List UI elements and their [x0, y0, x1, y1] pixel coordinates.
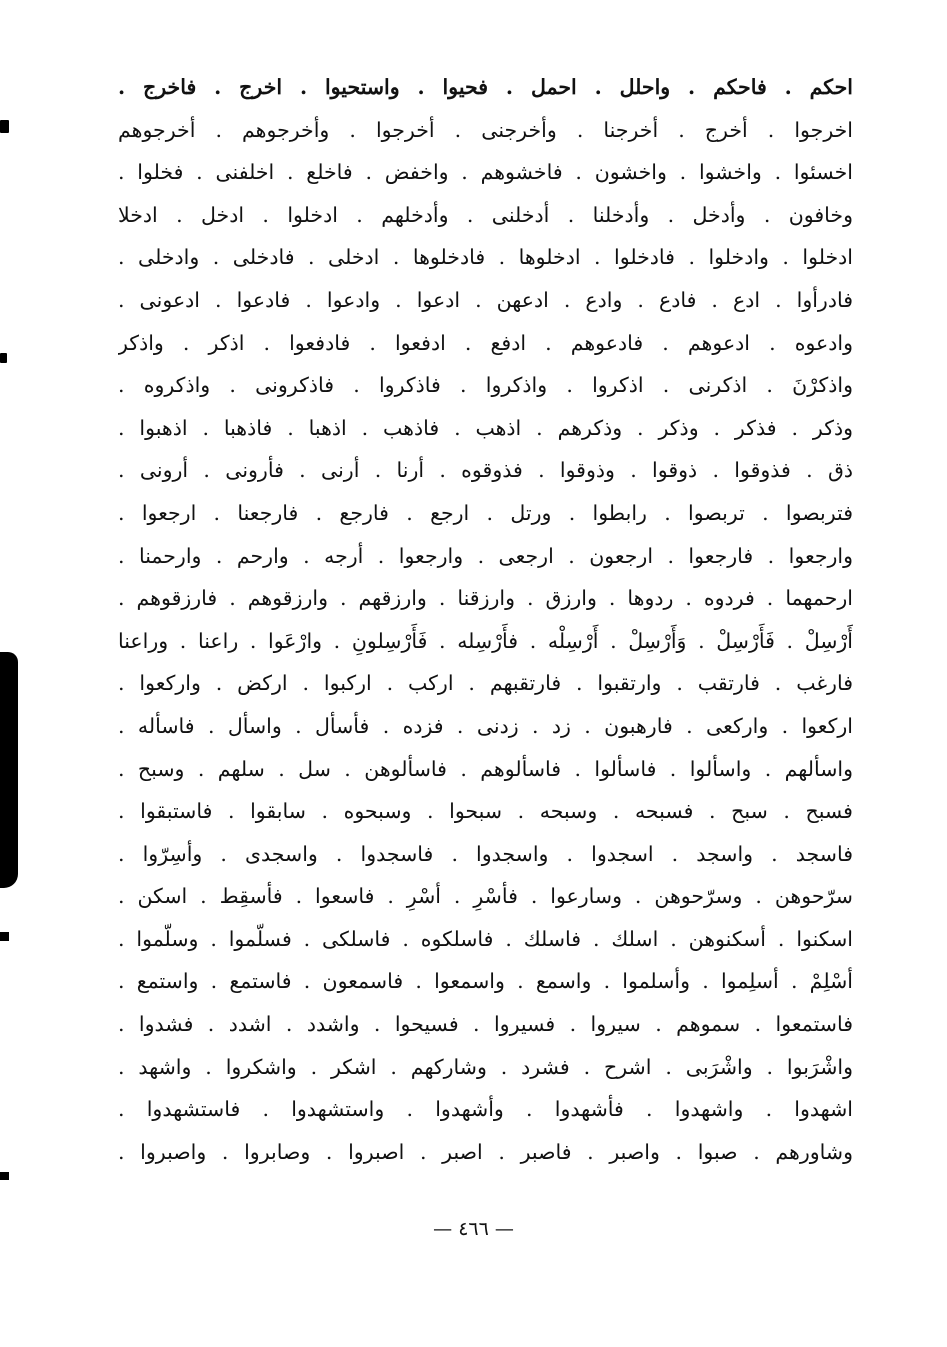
page-number: — ٤٦٦ —: [433, 1218, 514, 1240]
text-line: وشاورهم . صبوا . واصبر . فاصبر . اصبر . اصبروا . وصابروا . واصبروا .: [118, 1139, 853, 1164]
text-line: واسألهم . واسألوا . فاسألوا . فاسألوهم . فاسألوهن . سل . سلهم . وسبح .: [118, 756, 853, 781]
text-line: فاستمعوا . سموهم . سيروا . فسيروا . فسيحوا . واشدد . اشدد . فشدوا .: [118, 1012, 853, 1037]
binding-mark: [0, 1172, 9, 1180]
binding-shadow: [0, 652, 18, 888]
text-line: احكم . فاحكم . واحلل . احمل . فحيوا . واستحيوا . اخرج . فاخرج .: [118, 75, 853, 99]
text-line: ادخلوا . وادخلوا . فادخلوا . ادخلوها . فادخلوها . ادخلى . فادخلى . وادخلى .: [118, 245, 853, 270]
text-line: اخرجوا . أخرج . أخرجنا . وأخرجنى . أخرجوا . وأخرجوهم . أخرجوهم: [118, 117, 853, 142]
text-line: فسبح . سبح . فسبحه . وسبحه . سبحوا . وسبحوه . سابقوا . فاستبقوا .: [118, 799, 853, 824]
binding-mark: [0, 353, 7, 363]
text-line: واشْرَبوا . واشْرَبى . اشرح . فشرد . وشاركهم . اشكر . واشكروا . واشهد .: [118, 1054, 853, 1079]
text-line: اسكنوا . أسكنوهن . اسلك . فاسلك . فاسلكوه . فاسلكى . فسلّموا . وسلّموا .: [118, 926, 853, 951]
text-line: اخسئوا . واخشوا . واخشون . فاخشوهم . واخفض . فاخلع . اخلفنى . فخلوا .: [118, 160, 853, 185]
text-line: وذكر . فذكر . وذكر . وذكرهم . اذهب . فاذهب . اذهبا . فاذهبا . اذهبوا .: [118, 415, 853, 440]
text-line: واذكرْنَ . اذكرنى . اذكروا . واذكروا . فاذكروا . فاذكرونى . واذكروه .: [118, 373, 853, 398]
text-line: ارحمهما . فردوه . ردوها . وارزق . وارزقنا . وارزقهم . وارزقوهم . فارزقوهم .: [118, 586, 853, 611]
word-list-body: [118, 66, 853, 1173]
binding-mark: [0, 932, 9, 941]
text-line: أَرْسِلْ . فَأَرْسِلْ . وَأَرْسِلْ . أَرْسِلْه . فأَرْسِله . فَأَرْسِلونِ . وارْعَوا . راعنا . وراعنا: [118, 628, 853, 653]
text-line: فاسجد . واسجد . اسجدوا . واسجدوا . فاسجدوا . واسجدى . وأسِرّوا .: [118, 841, 853, 866]
text-line: اركعوا . واركعى . فارهبون . زد . زدنى . فزده . فأسأل . واسأل . فاسأله .: [118, 713, 853, 738]
text-line: فادرأوا . ادع . فادع . وادع . ادعهن . ادعوا . وادعوا . فادعوا . ادعونى .: [118, 287, 853, 312]
text-line: فتربصوا . تربصوا . رابطوا . ورتل . ارجع . فارجع . فارجعنا . ارجعوا .: [118, 500, 853, 525]
text-line: أسْلِمْ . أسلِموا . وأسلموا . واسمع . واسمعوا . فاسمعون . فاستمع . واستمع .: [118, 969, 853, 994]
text-line: اشهدوا . واشهدوا . فأشهدوا . وأشهدوا . واستشهدوا . فاستشهدوا .: [118, 1097, 853, 1122]
text-line: سرّحوهن . وسرّحوهن . وسارعوا . فأسْرِ . أسْرِ . فاسعوا . فأسقِط . اسكن .: [118, 884, 853, 909]
binding-mark: [0, 120, 9, 133]
text-line: ذق . فذوقوا . ذوقوا . وذوقوا . فذوقوه . أرنا . أرنى . فأرونى . أرونى .: [118, 458, 853, 483]
text-line: وادعوه . ادعوهم . فادعوهم . ادفع . ادفعوا . فادفعوا . اذكر . واذكر: [118, 330, 853, 355]
text-line: وخافون . وأدخل . وأدخلنا . أدخلنى . وأدخلهم . ادخلوا . ادخل . ادخلا: [118, 202, 853, 227]
text-line: فارغب . فارتقب . وارتقبوا . فارتقبهم . اركب . اركبوا . اركض . واركعوا .: [118, 671, 853, 696]
text-line: وارجعوا . فارجعوا . ارجعون . ارجعى . وارجعوا . أرجه . وارحم . وارحمنا .: [118, 543, 853, 568]
